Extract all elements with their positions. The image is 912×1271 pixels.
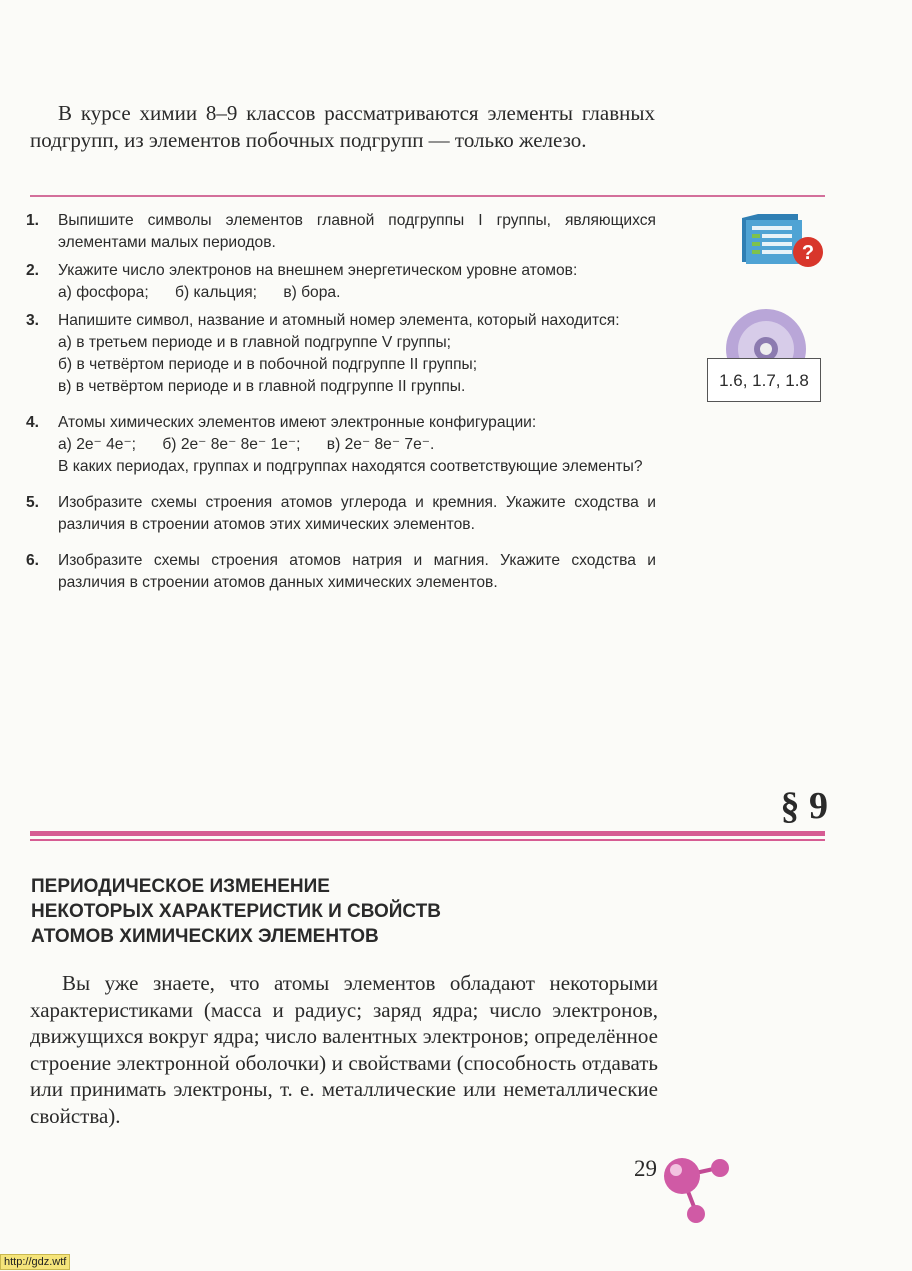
question-options — [58, 434, 656, 456]
question-followup: В каких периодах, группах и подгруппах находятся соответствующие элементы? — [58, 458, 643, 475]
question-text: Выпишите символы элементов главной подгруппы I группы, являющихся элементами малых периодов. — [58, 212, 656, 251]
question-text: Изобразите схемы строения атомов углерода и кремния. Укажите сходства и различия в строении атомов этих химических элементов. — [58, 494, 656, 533]
question-item — [26, 210, 656, 254]
question-number: 6. — [26, 552, 40, 569]
question-number: 1. — [26, 212, 40, 229]
divider-line — [30, 195, 825, 197]
question-options — [58, 282, 656, 304]
watermark-link[interactable]: http://gdz.wtf — [0, 1254, 70, 1270]
option: а) фосфора; — [58, 284, 149, 301]
question-subitem: б) в четвёртом периоде и в побочной подгруппе II группы; — [58, 356, 478, 373]
question-subitem: а) в третьем периоде и в главной подгруппе V группы; — [58, 334, 451, 351]
question-folder-icon — [738, 208, 826, 272]
section-title-line: АТОМОВ ХИМИЧЕСКИХ ЭЛЕМЕНТОВ — [31, 926, 379, 947]
section-title — [31, 874, 631, 949]
question-text: Изобразите схемы строения атомов натрия и магния. Укажите сходства и различия в строении атомов данных химических элементов. — [58, 552, 656, 591]
section-divider-thin — [30, 839, 825, 841]
section-title-line: НЕКОТОРЫХ ХАРАКТЕРИСТИК И СВОЙСТВ — [31, 901, 442, 922]
question-item — [26, 492, 656, 536]
molecule-icon — [658, 1150, 738, 1230]
option: а) 2e⁻ 4e⁻; — [58, 436, 137, 453]
question-text: Укажите число электронов на внешнем энергетическом уровне атомов: — [58, 262, 578, 279]
option: в) 2e⁻ 8e⁻ 7e⁻. — [326, 436, 435, 453]
question-subitem: в) в четвёртом периоде и в главной подгруппе II группы. — [58, 378, 466, 395]
section-divider-thick — [30, 831, 825, 836]
questions-list — [26, 210, 656, 600]
intro-paragraph: В курсе химии 8–9 классов рассматриваются элементы главных подгрупп, из элементов побочных подгрупп — только железо. — [30, 101, 655, 152]
question-item — [26, 412, 656, 478]
section-title-line: ПЕРИОДИЧЕСКОЕ ИЗМЕНЕНИЕ — [31, 876, 330, 897]
option: в) бора. — [283, 284, 341, 301]
question-number: 2. — [26, 262, 40, 279]
question-number: 5. — [26, 494, 40, 511]
question-text: Атомы химических элементов имеют электронные конфигурации: — [58, 414, 537, 431]
cd-reference-box: 1.6, 1.7, 1.8 — [707, 358, 821, 402]
question-number: 4. — [26, 414, 40, 431]
option: б) кальция; — [175, 284, 257, 301]
question-item — [26, 310, 656, 398]
option: б) 2e⁻ 8e⁻ 8e⁻ 1e⁻; — [162, 436, 301, 453]
page-number: 29 — [634, 1156, 657, 1181]
question-item — [26, 550, 656, 594]
question-text: Напишите символ, название и атомный номер элемента, который находится: — [58, 312, 620, 329]
cd-disc-icon — [718, 305, 808, 365]
paragraph-number: § 9 — [780, 785, 828, 827]
question-item — [26, 260, 656, 304]
question-number: 3. — [26, 312, 40, 329]
body-paragraph: Вы уже знаете, что атомы элементов обладают некоторыми характеристиками (масса и радиус; заряд ядра; число электронов, движущихся вокруг ядра; число валентных электронов; определённое строение электронной оболочки) и свойствами (способность отдавать или принимать электроны, т. е. металлические или неметаллические свойства). — [30, 971, 658, 1128]
svg-text:?: ? — [801, 242, 815, 264]
